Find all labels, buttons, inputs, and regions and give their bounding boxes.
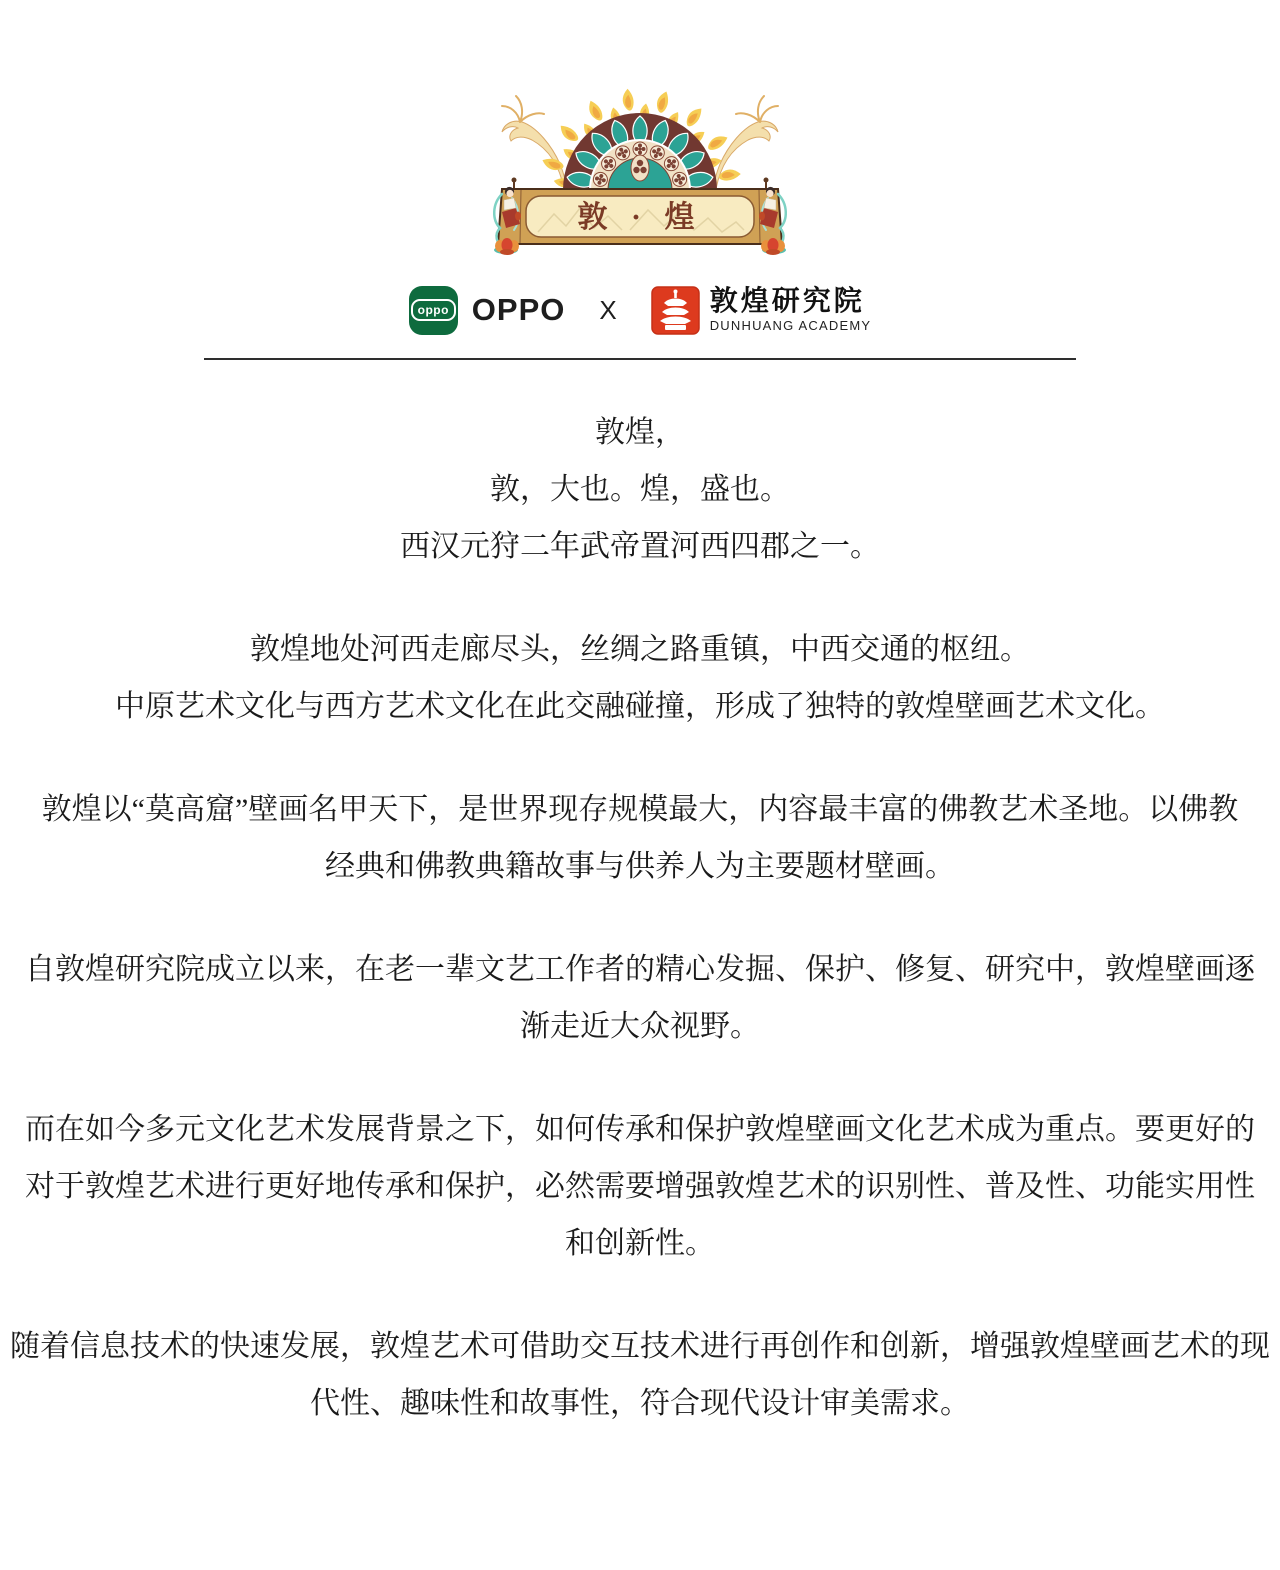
paragraph [8, 621, 1272, 735]
logo-title: 敦 · 煌 [577, 201, 703, 234]
brand-row [0, 284, 1280, 336]
academy-names [710, 287, 872, 333]
dunhuang-logo-illustration [480, 86, 800, 272]
dunhuang-academy-logo [651, 286, 872, 335]
divider-line [204, 358, 1076, 360]
text-line: 敦煌， [595, 416, 685, 449]
article [0, 404, 1280, 1432]
text-line: 敦煌以“莫高窟”壁画名甲天下，是世界现存规模最大，内容最丰富的佛教艺术圣地。以佛教 [41, 793, 1239, 826]
paragraph [8, 1318, 1272, 1432]
text-line: 敦煌地处河西走廊尽头，丝绸之路重镇，中西交通的枢纽。 [250, 633, 1030, 666]
text-line: 西汉元狩二年武帝置河西四郡之一。 [400, 530, 880, 563]
text-line: 渐走近大众视野。 [520, 1010, 760, 1043]
text-line: 经典和佛教典籍故事与供养人为主要题材壁画。 [325, 850, 955, 883]
oppo-wordmark: OPPO [471, 292, 566, 327]
paragraph [8, 941, 1272, 1055]
text-line: 随着信息技术的快速发展，敦煌艺术可借助交互技术进行再创作和创新，增强敦煌壁画艺术的现 [10, 1330, 1270, 1363]
collab-x-mark: X [599, 294, 617, 325]
oppo-app-icon [409, 286, 458, 335]
academy-name-en: DUNHUANG ACADEMY [709, 318, 872, 334]
oppo-logo [409, 286, 566, 335]
deer-left-icon [502, 96, 566, 189]
text-line: 自敦煌研究院成立以来，在老一辈文艺工作者的精心发掘、保护、修复、研究中，敦煌壁画逐 [25, 953, 1255, 986]
text-line: 对于敦煌艺术进行更好地传承和保护，必然需要增强敦煌艺术的识别性、普及性、功能实用性 [25, 1170, 1255, 1203]
text-line: 中原艺术文化与西方艺术文化在此交融碰撞，形成了独特的敦煌壁画艺术文化。 [115, 690, 1165, 723]
paragraph [8, 781, 1272, 895]
paragraph [8, 1101, 1272, 1272]
text-line: 而在如今多元文化艺术发展背景之下，如何传承和保护敦煌壁画文化艺术成为重点。要更好的 [25, 1113, 1255, 1146]
academy-name-cn: 敦煌研究院 [709, 285, 865, 317]
paragraph [8, 404, 1272, 575]
text-line: 和创新性。 [565, 1227, 715, 1260]
text-line: 代性、趣味性和故事性，符合现代设计审美需求。 [310, 1387, 970, 1420]
page [0, 86, 1280, 1432]
pagoda-seal-icon [651, 286, 700, 335]
oppo-badge-label: oppo [411, 299, 456, 321]
text-line: 敦，大也。煌，盛也。 [490, 473, 790, 506]
